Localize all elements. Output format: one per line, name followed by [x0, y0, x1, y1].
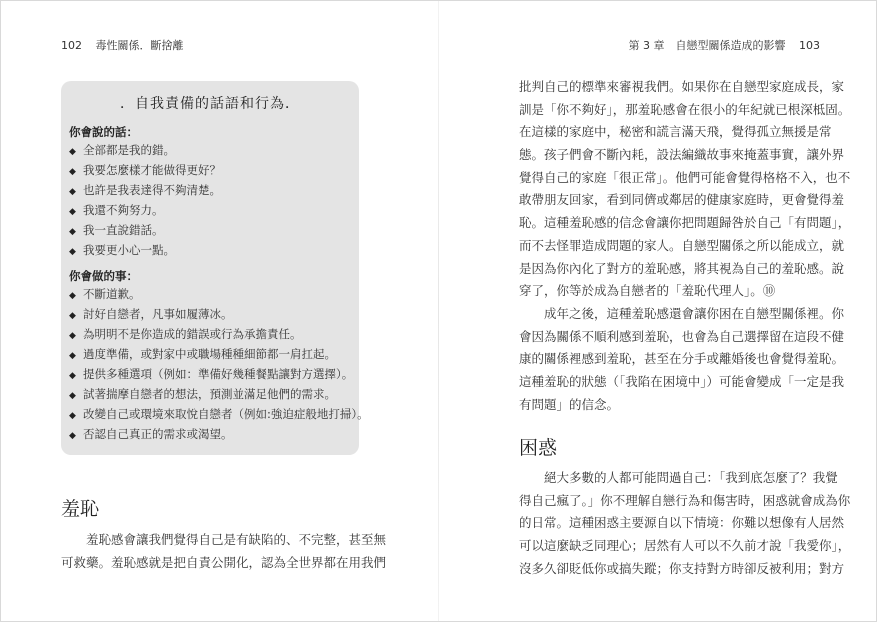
list-item: ◆ 我要更小心一點。 [69, 240, 221, 260]
list-item: ◆ 過度準備，或對家中或職場種種細節都一肩扛起。 [69, 344, 369, 364]
says-heading: 你會說的話： [69, 125, 138, 139]
diamond-bullet-icon: ◆ [69, 311, 76, 321]
shame-continued-paragraph: 批判自己的標準來審視我們。如果你在自戀型家庭成長，家 訓是「你不夠好」，那羞恥感會在很小的年紀就已根深柢固。 在這樣的家庭中，秘密和謊言滿天飛，覺得孤立無援是常 態。孩子們會不斷內耗，設法編織故事來掩蓋事實，讓外界 覺得自己的家庭「很正常」。他們可能會覺得格格不入，也不 敢帶朋友回家，看到同儕或鄰居的健康家庭時，更會覺得羞 恥。這種羞恥感的信念會讓你把問題歸咎於自己「有問題」， 而不去怪罪造成問題的家人。自戀型關係之所以能成立，就 是因為你內化了對方的羞恥感，將其視為自己的羞恥感。說 穿了，你等於成為自戀者的「羞恥代理人」。⑩ [519, 79, 851, 299]
right-running-head [629, 37, 821, 53]
list-item: ◆ 試著揣摩自戀者的想法，預測並滿足他們的需求。 [69, 384, 369, 404]
list-item: ◆ 提供多種選項（例如：準備好幾種餐點讓對方選擇）。 [69, 364, 369, 384]
diamond-bullet-icon: ◆ [69, 331, 76, 341]
confusion-paragraph: 絕大多數的人都可能問過自己：「我到底怎麼了？我覺 得自己瘋了。」你不理解自戀行為和傷害時，困惑就會成為你 的日常。這種困惑主要源自以下情境：你難以想像有人居然 可以這麼缺乏同理心；居然有人可以不久前才說「我愛你」， 沒多久卻貶低你或搞失蹤；你支持對方時卻反被利用；對方 [519, 470, 851, 576]
does-heading: 你會做的事： [69, 269, 138, 283]
diamond-bullet-icon: ◆ [69, 431, 76, 441]
list-item: ◆ 我要怎麼樣才能做得更好？ [69, 160, 221, 180]
list-item: ◆ 也許是我表達得不夠清楚。 [69, 180, 221, 200]
adulthood-paragraph: 成年之後，這種羞恥感還會讓你困在自戀型關係裡。你 會因為關係不順利感到羞恥，也會為自己選擇留在這段不健 康的關係裡感到羞恥，甚至在分手或離婚後也會覺得羞恥。 這種羞恥的狀態（「我陷在困境中」）可能會變成「一定是我 有問題」的信念。 [519, 306, 845, 412]
diamond-bullet-icon: ◆ [69, 207, 76, 217]
list-item: ◆ 討好自戀者，凡事如履薄冰。 [69, 304, 369, 324]
diamond-bullet-icon: ◆ [69, 391, 76, 401]
diamond-bullet-icon: ◆ [69, 247, 76, 257]
shame-paragraph: 羞恥感會讓我們覺得自己是有缺陷的、不完整，甚至無 可救藥。羞恥感就是把自責公開化，認為全世界都在用我們 [61, 532, 387, 570]
left-page-number: 102 [61, 39, 82, 52]
diamond-bullet-icon: ◆ [69, 227, 76, 237]
diamond-bullet-icon: ◆ [69, 291, 76, 301]
list-item: ◆ 否認自己真正的需求或渴望。 [69, 424, 369, 444]
right-running-title: 第 3 章 自戀型關係造成的影響 [628, 39, 786, 52]
list-item: ◆ 不斷道歉。 [69, 284, 369, 304]
diamond-bullet-icon: ◆ [69, 351, 76, 361]
left-running-head [61, 37, 184, 53]
list-item: ◆ 全部都是我的錯。 [69, 140, 221, 160]
box-title: ．自我責備的話語和行為． [120, 96, 300, 112]
list-item: ◆ 我還不夠努力。 [69, 200, 221, 220]
right-page-number: 103 [799, 39, 820, 52]
diamond-bullet-icon: ◆ [69, 411, 76, 421]
left-page [1, 1, 439, 621]
diamond-bullet-icon: ◆ [69, 147, 76, 157]
self-blame-box [61, 81, 369, 455]
diamond-bullet-icon: ◆ [69, 167, 76, 177]
list-item: ◆ 我一直說錯話。 [69, 220, 221, 240]
diamond-bullet-icon: ◆ [69, 187, 76, 197]
does-list [69, 284, 369, 444]
list-item: ◆ 改變自己或環境來取悅自戀者（例如:強迫症般地打掃）。 [69, 404, 369, 424]
list-item: ◆ 為明明不是你造成的錯誤或行為承擔責任。 [69, 324, 369, 344]
section-heading-shame: 羞恥 [61, 498, 100, 520]
right-page [439, 1, 876, 621]
left-running-title: 毒性關係．斷捨離 [95, 39, 184, 52]
says-list [69, 140, 221, 260]
section-heading-confusion: 困惑 [519, 437, 558, 459]
diamond-bullet-icon: ◆ [69, 371, 76, 381]
